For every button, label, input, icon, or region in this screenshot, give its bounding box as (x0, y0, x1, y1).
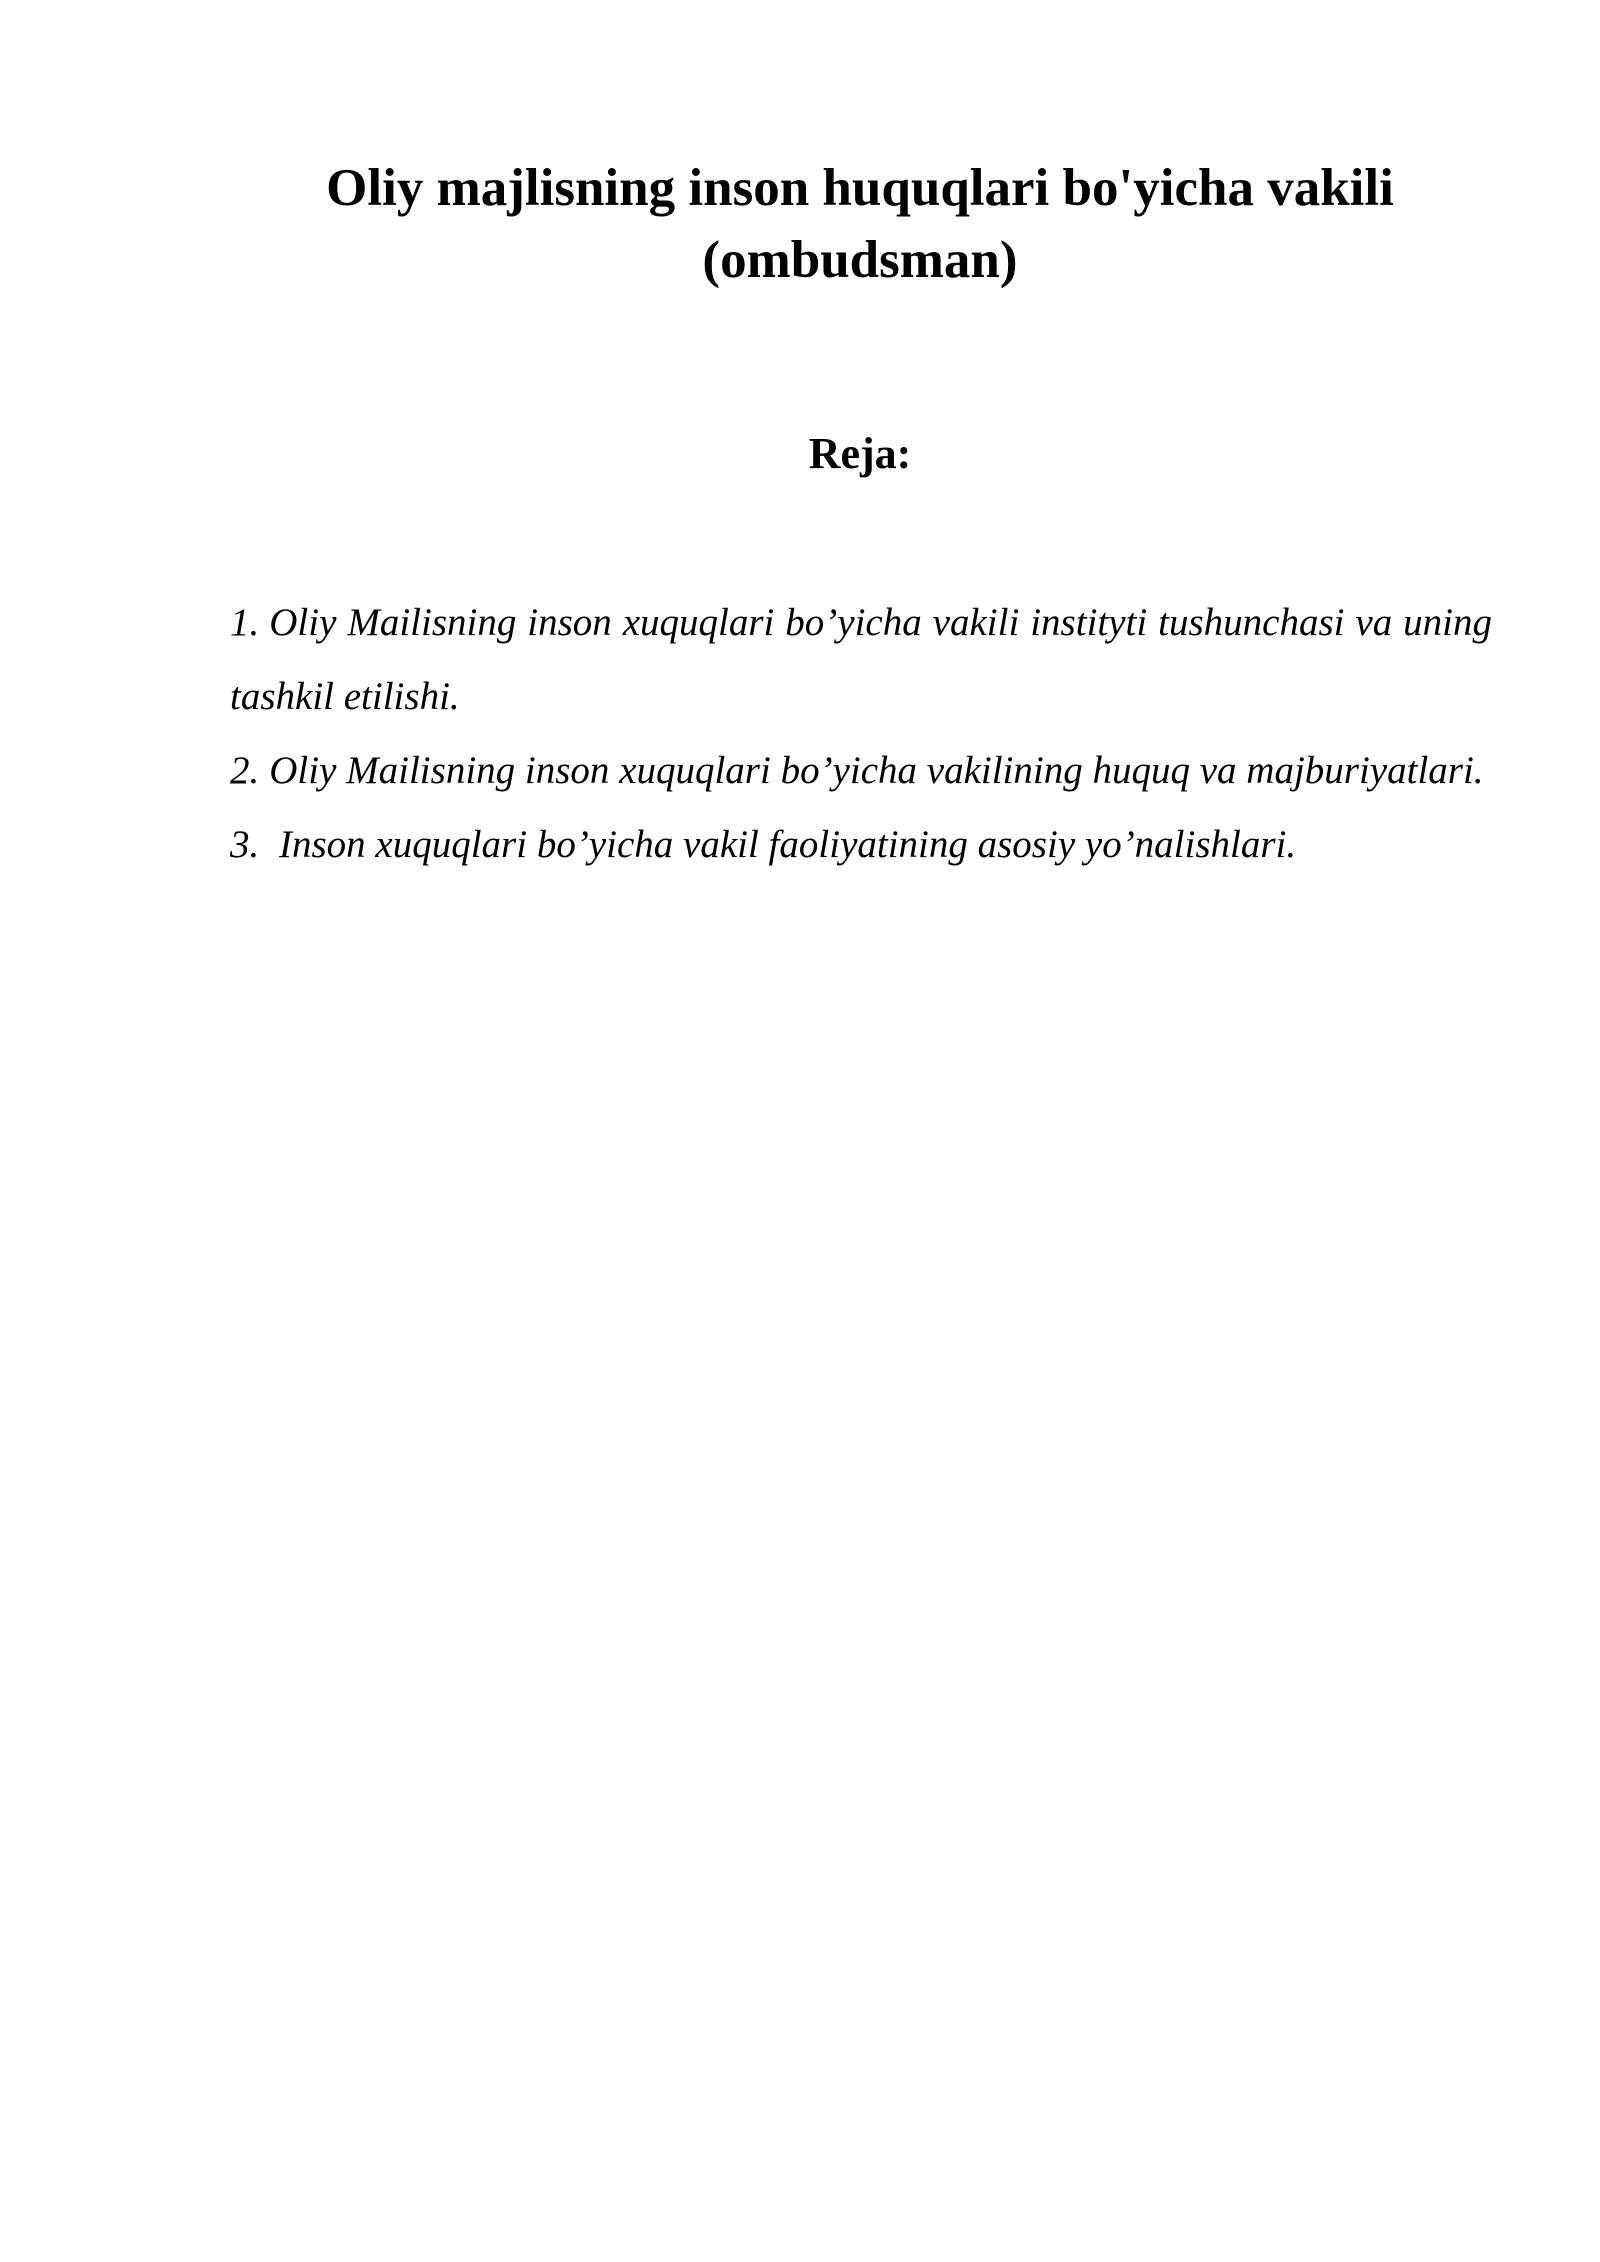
plan-list (230, 586, 1492, 882)
document-title (230, 152, 1490, 296)
plan-item-1 (230, 586, 1492, 734)
plan-item-text: Inson xuquqlari bo’yicha vakil faoliyatining asosiy yo’nalishlari. (279, 823, 1297, 866)
plan-item-3 (230, 808, 1492, 882)
title-line-1: Oliy majlisning inson huquqlari bo'yicha vakili (326, 159, 1394, 217)
plan-item-number: 2. (230, 749, 260, 792)
plan-item-text: Oliy Mailisning inson xuquqlari bo’yicha vakili instityti tushunchasi va uning tashkil etilishi. (230, 601, 1492, 718)
plan-item-number: 1. (230, 601, 260, 644)
title-line-2: (ombudsman) (702, 231, 1018, 289)
plan-heading: Reja: (808, 429, 912, 478)
plan-item-2 (230, 734, 1492, 808)
plan-item-text: Oliy Mailisning inson xuquqlari bo’yicha vakilining huquq va majburiyatlari. (269, 749, 1484, 792)
plan-item-number: 3. (230, 823, 269, 866)
